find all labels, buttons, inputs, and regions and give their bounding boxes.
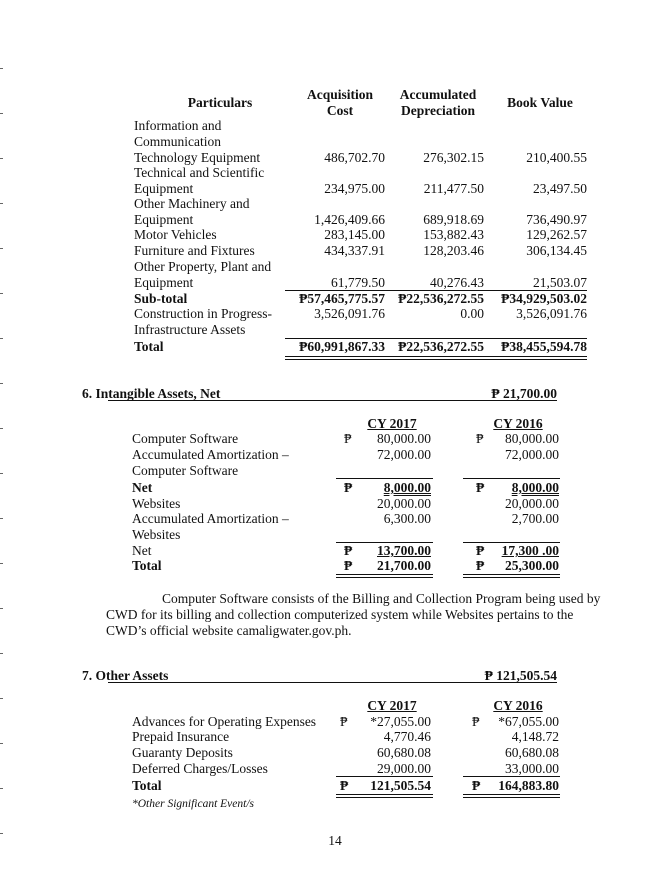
ppe-acq-cost: 3,526,091.76: [314, 306, 385, 321]
double-rule-2016: [463, 574, 560, 578]
col-header-2017: CY 2017: [367, 416, 417, 431]
page-number: 14: [328, 833, 342, 848]
row-label: Net: [132, 480, 153, 495]
ppe-depreciation: 276,302.15: [423, 150, 484, 165]
value-2016: 20,000.00: [505, 496, 559, 511]
value-2017: 13,700.00: [377, 543, 431, 558]
value-2016: 80,000.00: [505, 431, 559, 446]
peso-sign: ₱: [472, 714, 480, 729]
row-label: Advances for Operating Expenses: [132, 714, 317, 729]
header-book-value: Book Value: [507, 95, 573, 110]
ppe-total-acq: ₱60,991,867.33: [299, 339, 385, 354]
ppe-subtotal-label: Sub-total: [134, 291, 188, 306]
value-2016: 164,883.80: [498, 778, 559, 793]
ppe-book-value: 3,526,091.76: [516, 306, 587, 321]
ppe-row-label: Technology Equipment: [134, 150, 261, 165]
row-label: Net: [132, 543, 152, 558]
value-2016: 4,148.72: [511, 729, 559, 744]
row-label: Accumulated Amortization –: [132, 447, 289, 462]
value-2017: 4,770.46: [383, 729, 431, 744]
ppe-acq-cost: 1,426,409.66: [314, 212, 385, 227]
ppe-row-label: Other Property, Plant and: [134, 259, 272, 274]
rule-2017: [336, 478, 433, 479]
row-label: Websites: [132, 527, 181, 542]
value-2016: *67,055.00: [498, 714, 559, 729]
peso-sign: ₱: [476, 558, 485, 573]
value-2017: 6,300.00: [383, 511, 431, 526]
value-2016: 25,300.00: [505, 558, 559, 573]
ppe-book-value: 736,490.97: [526, 212, 587, 227]
ppe-book-value: 23,497.50: [533, 181, 587, 196]
peso-sign: ₱: [340, 778, 349, 793]
ppe-row-label: Infrastructure Assets: [134, 322, 246, 337]
double-rule-2016: [463, 794, 560, 798]
ppe-acq-cost: 61,779.50: [331, 275, 385, 290]
ppe-book-value: 210,400.55: [526, 150, 587, 165]
header-depreciation-1: Accumulated: [399, 87, 477, 102]
ppe-depreciation: 689,918.69: [423, 212, 484, 227]
header-acquisition-1: Acquisition: [306, 87, 374, 102]
ppe-depreciation: 211,477.50: [423, 181, 484, 196]
ppe-acq-cost: 434,337.91: [324, 243, 385, 258]
ppe-row-label: Equipment: [134, 212, 194, 227]
ppe-row-label: Furniture and Fixtures: [134, 243, 255, 258]
section-heading: 6. Intangible Assets, Net: [82, 386, 221, 401]
footnote: *Other Significant Event/s: [132, 798, 255, 810]
value-2017: 72,000.00: [377, 447, 431, 462]
value-2017: 8,000.00: [383, 480, 431, 495]
section-heading-amount: ₱ 121,505.54: [484, 668, 557, 683]
peso-sign: ₱: [344, 543, 353, 558]
ppe-acq-cost: 486,702.70: [324, 150, 385, 165]
row-label: Accumulated Amortization –: [132, 511, 289, 526]
ppe-book-value: 306,134.45: [526, 243, 587, 258]
col-header-2017: CY 2017: [367, 698, 417, 713]
value-2017: 20,000.00: [377, 496, 431, 511]
row-label: Computer Software: [132, 463, 239, 478]
header-depreciation-2: Depreciation: [401, 103, 475, 118]
ppe-depreciation: 128,203.46: [423, 243, 484, 258]
peso-sign: ₱: [476, 480, 485, 495]
total-double-rule: [285, 356, 587, 360]
value-2016: 2,700.00: [511, 511, 559, 526]
ppe-book-value: 21,503.07: [533, 275, 587, 290]
row-label: Prepaid Insurance: [132, 729, 230, 744]
note-line: CWD’s official website camaligwater.gov.ph.: [106, 623, 352, 638]
rule-2016: [463, 776, 560, 777]
header-acquisition-2: Cost: [326, 103, 354, 118]
peso-sign: ₱: [344, 480, 353, 495]
peso-sign: ₱: [476, 543, 485, 558]
rule-2017: [336, 776, 433, 777]
row-label: Guaranty Deposits: [132, 745, 233, 760]
section-heading-rule: [108, 400, 557, 401]
ppe-depreciation: 153,882.43: [423, 227, 484, 242]
double-rule-2017: [336, 794, 433, 798]
row-label: Deferred Charges/Losses: [132, 761, 268, 776]
peso-sign: ₱: [344, 558, 353, 573]
section-heading: 7. Other Assets: [82, 668, 169, 683]
value-2017: 121,505.54: [370, 778, 431, 793]
header-particulars: Particulars: [187, 95, 253, 110]
ppe-subtotal-dep: ₱22,536,272.55: [398, 291, 484, 306]
value-2016: 60,680.08: [505, 745, 559, 760]
value-2017: 29,000.00: [377, 761, 431, 776]
ppe-row-label: Other Machinery and: [134, 196, 250, 211]
ppe-row-label: Construction in Progress-: [134, 306, 272, 321]
row-label: Computer Software: [132, 431, 239, 446]
peso-sign: ₱: [344, 431, 352, 446]
peso-sign: ₱: [476, 431, 484, 446]
ppe-row-label: Technical and Scientific: [134, 165, 265, 180]
row-label: Websites: [132, 496, 181, 511]
value-2017: *27,055.00: [370, 714, 431, 729]
row-label: Total: [132, 778, 162, 793]
ppe-row-label: Equipment: [134, 181, 194, 196]
peso-sign: ₱: [472, 778, 481, 793]
rule-2016: [463, 478, 560, 479]
note-line: CWD for its billing and collection computerized system while Websites pertains to the: [106, 607, 574, 622]
col-header-2016: CY 2016: [493, 698, 543, 713]
note-line: Computer Software consists of the Billing and Collection Program being used by: [162, 591, 601, 606]
section-heading-rule: [108, 682, 557, 683]
ppe-row-label: Motor Vehicles: [134, 227, 217, 242]
value-2017: 21,700.00: [377, 558, 431, 573]
ppe-total-dep: ₱22,536,272.55: [398, 339, 484, 354]
double-rule-2017: [336, 574, 433, 578]
peso-sign: ₱: [340, 714, 348, 729]
col-header-2016: CY 2016: [493, 416, 543, 431]
ppe-acq-cost: 234,975.00: [324, 181, 385, 196]
row-label: Total: [132, 558, 162, 573]
value-2016: 8,000.00: [511, 480, 559, 495]
ppe-acq-cost: 283,145.00: [324, 227, 385, 242]
ppe-book-value: 129,262.57: [526, 227, 587, 242]
value-2016: 72,000.00: [505, 447, 559, 462]
ppe-row-label: Communication: [134, 134, 221, 149]
value-2017: 60,680.08: [377, 745, 431, 760]
ppe-total-book: ₱38,455,594.78: [501, 339, 587, 354]
ppe-row-label: Information and: [134, 118, 222, 133]
value-2017: 80,000.00: [377, 431, 431, 446]
ppe-subtotal-book: ₱34,929,503.02: [501, 291, 587, 306]
ppe-subtotal-acq: ₱57,465,775.57: [299, 291, 385, 306]
value-2016: 33,000.00: [505, 761, 559, 776]
value-2016: 17,300 .00: [501, 543, 559, 558]
ppe-total-label: Total: [134, 339, 164, 354]
section-heading-amount: ₱ 21,700.00: [491, 386, 557, 401]
ppe-depreciation: 0.00: [460, 306, 484, 321]
ppe-row-label: Equipment: [134, 275, 194, 290]
ppe-depreciation: 40,276.43: [430, 275, 484, 290]
